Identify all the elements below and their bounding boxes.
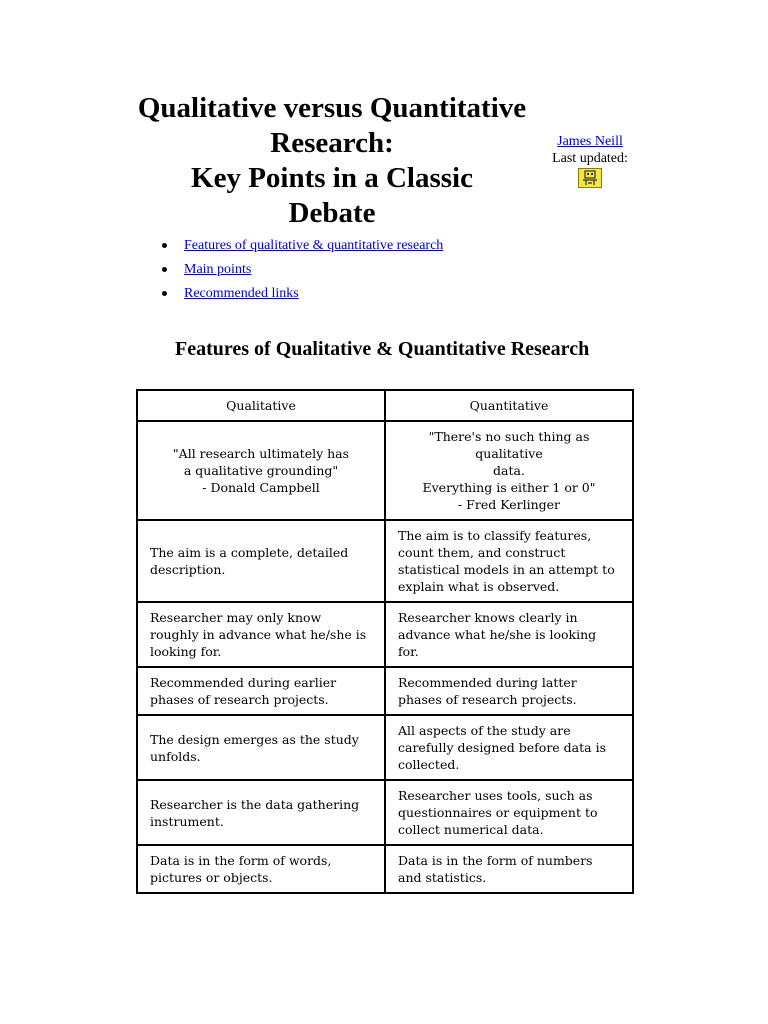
updated-icon — [578, 168, 602, 188]
toc-link-main-points[interactable]: Main points — [184, 262, 252, 277]
toc-link-features[interactable]: Features of qualitative & quantitative research — [184, 238, 444, 253]
table-row — [137, 602, 633, 667]
quote-line: - Donald Campbell — [202, 480, 320, 495]
qualitative-cell: Researcher is the data gathering instrument. — [137, 780, 385, 845]
toc-item — [160, 285, 443, 309]
quantitative-cell: Researcher knows clearly in advance what he/she is looking for. — [385, 602, 633, 667]
table-of-contents — [160, 237, 443, 309]
page-title — [112, 91, 552, 231]
quantitative-cell: All aspects of the study are carefully designed before data is collected. — [385, 715, 633, 780]
table-row — [137, 520, 633, 602]
quantitative-cell: The aim is to classify features, count them, and construct statistical models in an attempt to explain what is observed. — [385, 520, 633, 602]
quantitative-cell: Data is in the form of numbers and statistics. — [385, 845, 633, 893]
table-row — [137, 667, 633, 715]
quantitative-cell: Researcher uses tools, such as questionnaires or equipment to collect numerical data. — [385, 780, 633, 845]
table-row — [137, 780, 633, 845]
quote-line: "There's no such thing as qualitative — [428, 429, 590, 461]
quote-row — [137, 421, 633, 520]
qualitative-cell: Recommended during earlier phases of research projects. — [137, 667, 385, 715]
quote-quantitative — [385, 421, 633, 520]
toc-link-recommended[interactable]: Recommended links — [184, 286, 299, 301]
quote-line: Everything is either 1 or 0" — [422, 480, 596, 495]
toc-item — [160, 261, 443, 285]
title-line: Debate — [288, 197, 376, 229]
table-header-row — [137, 390, 633, 421]
title-line: Key Points in a Classic — [191, 162, 473, 194]
qualitative-cell: Data is in the form of words, pictures or objects. — [137, 845, 385, 893]
quote-line: a qualitative grounding" — [183, 463, 339, 478]
quote-line: - Fred Kerlinger — [457, 497, 560, 512]
title-line: Qualitative versus Quantitative — [137, 92, 527, 124]
qualitative-cell: The aim is a complete, detailed description. — [137, 520, 385, 602]
qualitative-cell: The design emerges as the study unfolds. — [137, 715, 385, 780]
header-qualitative: Qualitative — [137, 390, 385, 421]
features-heading: Features of Qualitative & Quantitative Research — [175, 338, 590, 360]
author-link[interactable]: James Neill — [557, 134, 623, 149]
table-row — [137, 845, 633, 893]
title-line: Research: — [270, 127, 394, 159]
author-box — [540, 133, 640, 192]
qualitative-cell: Researcher may only know roughly in advance what he/she is looking for. — [137, 602, 385, 667]
features-table — [136, 389, 634, 894]
last-updated-label: Last updated: — [552, 151, 628, 166]
quote-line: "All research ultimately has — [172, 446, 350, 461]
toc-item — [160, 237, 443, 261]
header-quantitative: Quantitative — [385, 390, 633, 421]
table-row — [137, 715, 633, 780]
quote-qualitative — [137, 421, 385, 520]
quantitative-cell: Recommended during latter phases of research projects. — [385, 667, 633, 715]
quote-line: data. — [493, 463, 525, 478]
